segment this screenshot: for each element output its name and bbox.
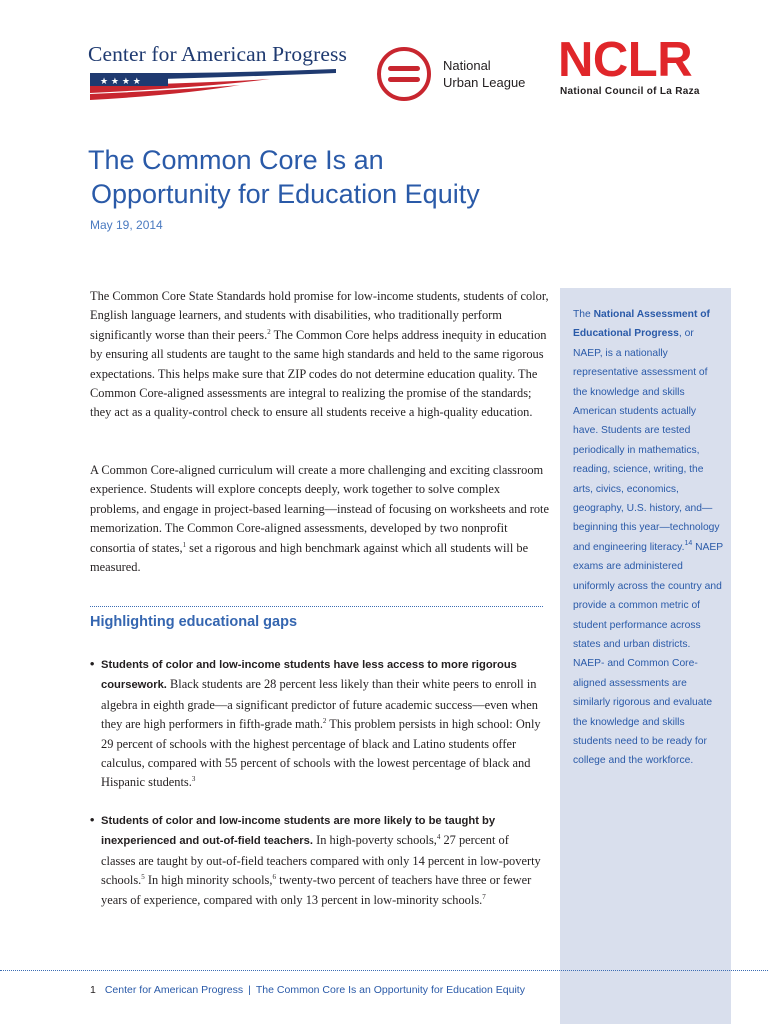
document-title (88, 143, 548, 211)
footnote-ref: 4 (436, 833, 441, 842)
footnote-ref: 7 (482, 892, 486, 901)
page-number: 1 (90, 984, 96, 996)
bullet-lead: Students of color and low-income students have less access to more rigorous coursework. (101, 659, 517, 692)
nclr-wordmark: NCLR (558, 33, 693, 87)
footer-doc-title: The Common Core Is an Opportunity for Education Equity (255, 984, 525, 996)
footnote-ref: 3 (191, 775, 196, 784)
bullet-lead: Students of color and low-income students are more likely to be taught by inexperienced and out-of-field teachers. (101, 815, 496, 848)
footnote-ref: 2 (267, 327, 271, 336)
bullet-icon: • (90, 657, 95, 671)
title-line-2: Opportunity for Education Equity (91, 179, 480, 209)
cap-name: Center for American Progress (88, 42, 347, 66)
nclr-subtitle: National Council of La Raza (560, 86, 700, 97)
footer-separator: | (248, 984, 251, 996)
bullet-icon: • (90, 813, 95, 827)
publication-date: May 19, 2014 (90, 218, 163, 232)
national-urban-league-logo (376, 44, 546, 106)
sidebar-text: The National Assessment of Educational Progress, or NAEP, is a nationally representative assessment of the knowledge and skills American students actually have. Students are tested periodically in mathematics, reading, science, writing, the arts, civics, economics, geography, U.S. history, and—beginning this year—technology and engineering literacy.$^{14}$ NAEP exams are administered uniformly across the country and provide a common metric of student performance across states and urban districts. NAEP- and Common Core-aligned assessments are similarly rigorous and evaluate the knowledge and skills students need to be ready for college and the workforce. (573, 309, 723, 767)
footnote-ref: 5 (141, 873, 145, 882)
footnote-ref: 14 (684, 539, 693, 547)
footnote-ref: 2 (322, 717, 327, 726)
footer-divider (0, 970, 768, 971)
footnote-ref: 6 (272, 873, 276, 882)
nul-name-line2: Urban League (443, 75, 526, 90)
page-footer (90, 984, 525, 996)
cap-flag-icon (90, 69, 336, 101)
sidebar-bold-term: National Assessment of Educational Progress (573, 309, 710, 340)
equal-sign-logo-icon (376, 46, 432, 102)
list-item: • Students of color and low-income students are more likely to be taught by inexperienced and out-of-field teachers. In high-poverty schools,$^4$ 27 percent of classes are taught by out-of-field teachers compared with only 14 percent in low-poverty schools.$^5$ In high minority schools,$^6$ twenty-two percent of teachers have three or fewer years of experience, compared with only 13 percent in low-minority schools.$^7$ (90, 813, 541, 907)
section-divider (90, 606, 543, 607)
nul-name-line1: National (443, 58, 491, 73)
footnote-ref: 1 (182, 540, 187, 549)
cap-logo (88, 42, 347, 104)
list-item: • Students of color and low-income students have less access to more rigorous coursework. Black students are 28 percent less likely than their white peers to enroll in algebra in eighth grade—a significant predictor of future academic success—even when they are high performers in fifth-grade math.$^2$ This problem persists in high school: Only 29 percent of schools with the highest percentage of black and Latino students offer calculus, compared with 55 percent of schools with the lowest percentage of black and Hispanic students.$^3$ (90, 657, 541, 790)
intro-paragraph: The Common Core State Standards hold promise for low-income students, students of color, English language learners, and students with disabilities, who traditionally perform significantly worse than their peers.$^2$ The Common Core helps address inequity in education by ensuring all students are taught to the same high standards and held to the same rigorous expectations. This helps make sure that ZIP codes do not determine education quality. The Common Core-aligned assessments are integral to realizing the promise of the standards; they act as a quality-control check to ensure all students receive a high-quality education. (90, 289, 549, 420)
svg-text:★ ★ ★ ★: ★ ★ ★ ★ (100, 77, 141, 87)
curriculum-paragraph: A Common Core-aligned curriculum will create a more challenging and exciting classroom experience. Students will explore concepts deeply, work together to solve complex problems, and engage in project-based learning—instead of focusing on worksheets and rote memorization. The Common Core-aligned assessments, developed by two nonprofit consortia of states,$^1$ set a rigorous and high benchmark against which all students will be measured. (90, 463, 550, 575)
nclr-logo (558, 33, 708, 104)
title-line-1: The Common Core Is an (88, 145, 384, 175)
naep-sidebar (560, 288, 731, 1024)
footer-org: Center for American Progress (104, 984, 244, 996)
section-heading: Highlighting educational gaps (90, 614, 298, 630)
